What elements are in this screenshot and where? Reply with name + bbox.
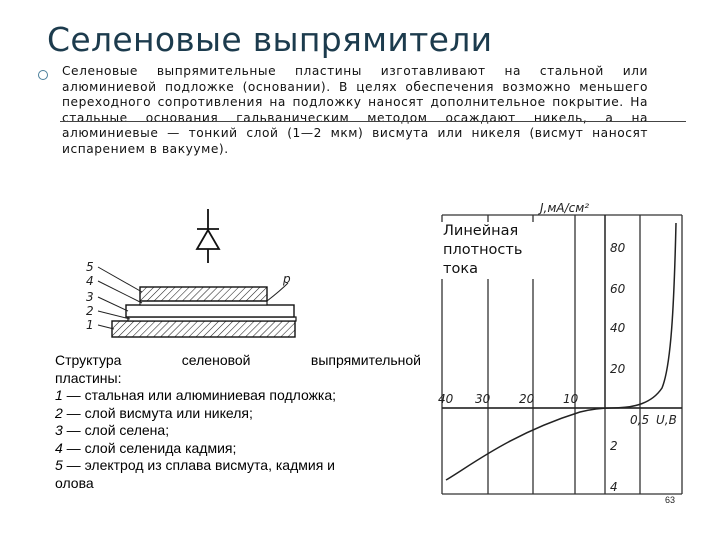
layer-label-3: 3 bbox=[86, 290, 94, 304]
y-tick-neg-2: 2 bbox=[610, 439, 618, 453]
y-tick-20: 20 bbox=[610, 362, 626, 376]
page-number: 63 bbox=[665, 495, 676, 505]
x-tick-20: 20 bbox=[519, 392, 535, 406]
layer-5-electrode bbox=[140, 287, 267, 301]
layer-label-4: 4 bbox=[86, 274, 94, 288]
caption-item-last: олова bbox=[55, 474, 94, 491]
caption-item: 3 — слой селена; bbox=[55, 422, 170, 438]
caption-heading: Структура селеновой выпрямительной bbox=[55, 352, 421, 368]
caption-item: 1 — стальная или алюминиевая подложка; bbox=[55, 387, 337, 403]
y-axis-label: J,мА/см² bbox=[540, 201, 590, 215]
layer-label-1: 1 bbox=[86, 318, 94, 332]
y-tick-60: 60 bbox=[610, 282, 626, 296]
x-tick-40: 40 bbox=[438, 392, 454, 406]
caption-item: 2 — слой висмута или никеля; bbox=[55, 404, 253, 421]
divider-line bbox=[60, 121, 686, 122]
caption-item: 4 — слой селенида кадмия; bbox=[55, 439, 237, 456]
current-density-label: Линейная плотность тока bbox=[441, 222, 555, 279]
layer-label-2: 2 bbox=[86, 304, 94, 318]
layer-3-selenium bbox=[126, 305, 294, 317]
plate-structure-diagram bbox=[80, 205, 315, 345]
x-tick-30: 30 bbox=[475, 392, 491, 406]
x-axis-label: U,В bbox=[656, 413, 677, 427]
slide-title: Селеновые выпрямители bbox=[47, 20, 493, 59]
caption-item: 5 — электрод из сплава висмута, кадмия и bbox=[55, 457, 335, 473]
caption-heading-cont: пластины: bbox=[55, 369, 122, 386]
side-label-p: p bbox=[283, 272, 291, 286]
y-tick-neg-4: 4 bbox=[610, 480, 618, 494]
bullet-circle-icon bbox=[38, 70, 48, 80]
structure-caption bbox=[55, 352, 421, 492]
layer-label-5: 5 bbox=[86, 260, 94, 274]
body-paragraph: Селеновые выпрямительные пластины изготавливают на стальной или алюминиевой подложке (основании). В целях обеспечения возможно меньшего переходного сопротивления на подложку наносят дополнительное покрытие. На стальные основания гальваническим методом осаждают никель, а на алюминиевые — тонкий слой (1—2 мкм) висмута или никеля (висмут наносят испарением в вакууме). bbox=[62, 64, 648, 156]
diode-symbol-icon bbox=[197, 209, 219, 263]
layer-1-substrate bbox=[112, 321, 295, 337]
x-tick-0-5: 0,5 bbox=[630, 413, 650, 427]
y-tick-80: 80 bbox=[610, 241, 626, 255]
y-tick-40: 40 bbox=[610, 321, 626, 335]
x-tick-10: 10 bbox=[563, 392, 579, 406]
